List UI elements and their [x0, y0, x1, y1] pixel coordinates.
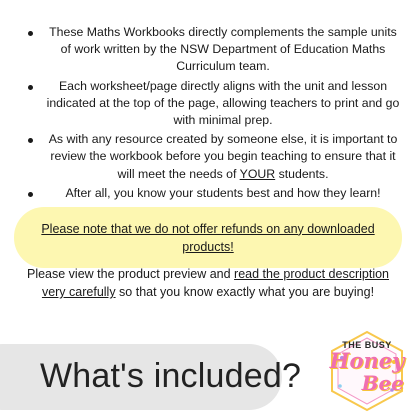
logo-line3: Bee — [361, 371, 404, 395]
bullet-item — [22, 24, 400, 76]
bullet-item — [22, 78, 400, 130]
logo-line2: Honey — [329, 348, 405, 373]
bullet-text-before: As with any resource created by someone else, it is important to review the workbook before you begin teaching to ensure that it will meet the needs of — [48, 132, 398, 181]
included-heading: What's included? — [40, 357, 302, 395]
bullet-text-after: students. — [275, 166, 329, 181]
bullet-emphasis: YOUR — [239, 166, 276, 181]
preview-text-before: Please view the product preview and — [26, 267, 235, 281]
refund-notice-text: Please note that we do not offer refunds on any downloaded products! — [41, 221, 375, 254]
bullet-point-icon — [28, 138, 33, 143]
preview-text-after: so that you know exactly what you are buying! — [115, 285, 375, 299]
bullet-item — [22, 185, 400, 202]
refund-notice-box — [14, 207, 402, 268]
bullet-item — [22, 131, 400, 183]
bullet-text: After all, you know your students best and how they learn! — [65, 185, 381, 200]
preview-instructions — [22, 265, 394, 301]
bullet-point-icon — [28, 31, 33, 36]
logo-line1: THE BUSY — [342, 340, 392, 350]
brand-logo — [324, 328, 410, 414]
product-description-link[interactable]: read the product description very carefully — [41, 267, 390, 299]
feature-bullet-list — [22, 24, 400, 204]
bullet-point-icon — [28, 85, 33, 90]
bullet-text: Each worksheet/page directly aligns with the unit and lesson indicated at the top of the page, allowing teachers to print and go with minimal prep. — [46, 78, 400, 128]
bullet-text: These Maths Workbooks directly complements the sample units of work written by the NSW Department of Education Maths Curriculum team. — [49, 25, 397, 74]
bullet-point-icon — [28, 192, 33, 197]
